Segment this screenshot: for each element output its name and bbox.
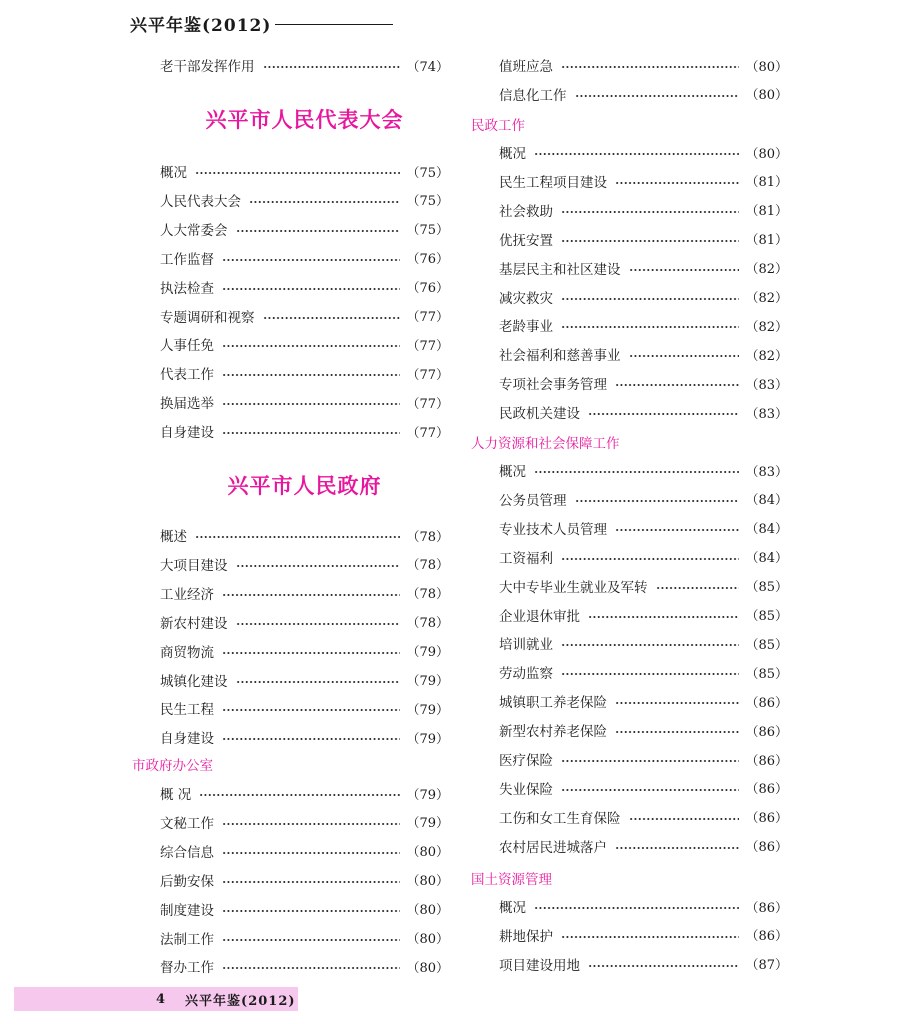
toc-leader-dots [222,374,400,376]
toc-entry-page: （77） [406,425,449,441]
toc-entry[interactable] [499,895,788,917]
toc-leader-dots [222,403,400,405]
toc-entry-page: （77） [406,367,449,383]
toc-leader-dots [561,66,739,68]
toc-entry-page: （82） [745,291,788,306]
toc-entry-page: （86） [745,753,788,769]
toc-entry[interactable] [499,401,788,423]
toc-entry-title: 人大常委会 [160,222,228,239]
toc-entry-page: （84） [745,551,788,567]
toc-entry-page: （84） [745,493,788,509]
toc-leader-dots [615,847,739,849]
toc-entry-page: （80） [745,59,788,75]
toc-leader-dots [534,153,739,155]
toc-leader-dots [195,172,400,174]
toc-entry[interactable] [499,199,788,221]
toc-entry[interactable] [499,459,788,481]
toc-leader-dots [222,738,400,740]
running-header [130,10,393,36]
toc-entry-title: 法制工作 [160,931,214,948]
toc-entry-title: 工资福利 [499,550,553,567]
toc-leader-dots [561,760,739,762]
toc-entry[interactable] [160,391,449,413]
toc-entry[interactable] [499,690,788,712]
toc-entry[interactable] [499,953,788,975]
toc-entry-title: 民生工程 [160,702,214,719]
toc-entry-page: （85） [745,580,788,596]
toc-entry[interactable] [160,420,449,442]
toc-entry-page: （81） [745,175,788,191]
part-title-peoples-congress: 兴平市人民代表大会 [205,107,404,132]
toc-entry[interactable] [499,806,788,828]
toc-leader-dots [222,288,400,290]
toc-entry-page: （81） [745,233,788,249]
toc-entry-title: 概述 [160,529,187,545]
toc-entry-page: （79） [406,816,449,832]
toc-entry-page: （82） [745,262,788,278]
toc-entry-title: 老龄事业 [499,319,553,336]
toc-leader-dots [222,432,400,434]
toc-leader-dots [615,182,739,184]
toc-entry-title: 工作监督 [160,251,214,268]
toc-leader-dots [222,259,400,261]
toc-entry[interactable] [499,575,788,597]
toc-leader-dots [561,326,739,328]
toc-entry-title: 概况 [499,146,526,162]
toc-entry-title: 医疗保险 [499,753,553,769]
toc-entry-title: 执法检查 [160,280,214,297]
toc-entry[interactable] [499,141,788,163]
toc-entry-title: 减灾救灾 [499,290,553,307]
toc-entry[interactable] [499,632,788,654]
toc-entry-title: 新型农村养老保险 [499,724,607,741]
toc-leader-dots [575,500,740,502]
toc-entry[interactable] [499,83,788,105]
toc-leader-dots [534,907,739,909]
toc-entry[interactable] [160,333,449,355]
toc-entry[interactable] [499,314,788,336]
toc-entry-title: 项目建设用地 [499,957,580,974]
toc-entry-title: 耕地保护 [499,928,553,945]
toc-leader-dots [561,644,739,646]
toc-entry-title: 企业退休审批 [499,608,580,625]
toc-entry-page: （83） [745,406,788,422]
toc-entry-title: 民生工程项目建设 [499,174,607,191]
toc-entry[interactable] [499,661,788,683]
toc-entry-title: 大中专毕业生就业及军转 [499,579,648,596]
toc-entry[interactable] [160,927,449,949]
footer-bar [14,987,298,1011]
toc-entry-page: （79） [406,674,449,689]
toc-entry-page: （78） [406,616,449,632]
toc-entry-page: （76） [406,281,449,297]
toc-entry-title: 工伤和女工生育保险 [499,810,621,827]
toc-entry-page: （79） [406,645,449,661]
toc-entry-page: （80） [406,903,449,919]
toc-entry[interactable] [160,524,449,546]
toc-entry-page: （77） [406,338,449,354]
toc-entry[interactable] [160,898,449,920]
toc-entry-title: 概况 [160,165,187,181]
toc-entry-page: （86） [745,782,788,798]
section-head-government-office: 市政府办公室 [132,758,213,774]
toc-entry-title: 城镇化建设 [160,673,228,690]
footer-title: 兴平年鉴(2012) [185,993,296,1009]
toc-entry[interactable] [160,582,449,604]
toc-entry-title: 城镇职工养老保险 [499,695,607,712]
toc-entry-page: （86） [745,929,788,945]
toc-entry-title: 概况 [499,900,526,916]
toc-entry-title: 概况 [499,464,526,480]
toc-entry-page: （75） [406,165,449,181]
toc-entry-title: 专题调研和视察 [160,309,255,326]
toc-entry-title: 工业经济 [160,586,214,603]
toc-entry[interactable] [499,488,788,510]
toc-leader-dots [629,269,740,271]
toc-entry-title: 文秘工作 [160,815,214,832]
toc-entry-page: （82） [745,319,788,335]
toc-entry-page: （86） [745,900,788,916]
toc-leader-dots [629,355,740,357]
toc-entry-page: （80） [745,88,788,104]
toc-leader-dots [236,230,401,232]
toc-entry[interactable] [160,726,449,748]
toc-entry[interactable] [160,697,449,719]
toc-leader-dots [561,298,739,300]
toc-leader-dots [561,789,739,791]
toc-entry-title: 值班应急 [499,59,553,75]
toc-entry-title: 失业保险 [499,781,553,798]
toc-leader-dots [195,536,400,538]
toc-entry[interactable] [160,276,449,298]
toc-entry-title: 督办工作 [160,960,214,977]
toc-leader-dots [263,317,401,319]
toc-entry-page: （82） [745,348,788,364]
toc-entry[interactable] [499,286,788,308]
toc-entry[interactable] [160,611,449,633]
toc-entry-title: 制度建设 [160,902,214,919]
toc-leader-dots [236,623,401,625]
toc-entry-title: 自身建设 [160,425,214,442]
toc-entry-title: 民政机关建设 [499,406,580,423]
toc-entry[interactable] [499,54,788,76]
section-head-civil-affairs: 民政工作 [471,118,525,134]
toc-entry[interactable] [499,170,788,192]
toc-entry-page: （80） [406,874,449,890]
toc-entry[interactable] [499,777,788,799]
toc-entry-page: （75） [406,223,449,239]
toc-leader-dots [222,345,400,347]
toc-entry-page: （84） [745,522,788,538]
toc-entry-title: 人事任免 [160,338,214,355]
toc-entry[interactable] [160,640,449,662]
toc-entry-title: 信息化工作 [499,87,567,104]
toc-entry[interactable] [160,669,449,691]
toc-leader-dots [249,201,400,203]
toc-entry-title: 培训就业 [499,637,553,654]
toc-entry-page: （85） [745,637,788,653]
toc-leader-dots [222,881,400,883]
toc-entry-page: （76） [406,252,449,268]
toc-entry-title: 商贸物流 [160,644,214,661]
toc-leader-dots [561,211,739,213]
toc-leader-dots [222,823,400,825]
toc-entry-title: 优抚安置 [499,232,553,249]
toc-leader-dots [575,95,740,97]
toc-leader-dots [629,818,740,820]
toc-leader-dots [222,939,400,941]
toc-entry-page: （85） [745,609,788,624]
toc-entry-title: 基层民主和社区建设 [499,261,621,278]
page-number: 4 [156,991,166,1007]
toc-leader-dots [236,681,401,683]
toc-entry[interactable] [499,372,788,394]
section-head-human-resources: 人力资源和社会保障工作 [471,436,620,452]
toc-entry-title: 人民代表大会 [160,193,241,210]
toc-entry-page: （78） [406,558,449,574]
toc-entry-page: （80） [406,960,449,976]
toc-entry[interactable] [160,553,449,575]
toc-entry-page: （81） [745,204,788,220]
toc-entry[interactable] [499,343,788,365]
toc-entry-page: （75） [406,194,449,210]
toc-leader-dots [561,673,739,675]
toc-entry-title: 老干部发挥作用 [160,59,255,75]
toc-entry[interactable] [499,517,788,539]
toc-entry[interactable] [499,257,788,279]
toc-leader-dots [222,652,400,654]
toc-entry[interactable] [160,869,449,891]
toc-entry-page: （78） [406,587,449,603]
header-title: 兴平年鉴(2012) [130,15,272,36]
toc-leader-dots [561,936,739,938]
toc-entry-title: 后勤安保 [160,873,214,890]
toc-entry[interactable] [499,835,788,857]
toc-entry-page: （86） [745,724,788,740]
toc-entry[interactable] [499,604,788,626]
toc-leader-dots [588,616,739,618]
header-rule [275,24,393,25]
toc-leader-dots [236,565,401,567]
toc-entry-title: 社会福利和慈善事业 [499,348,621,365]
toc-leader-dots [615,702,739,704]
toc-leader-dots [222,967,400,969]
toc-entry[interactable] [160,218,449,240]
toc-entry-title: 新农村建设 [160,615,228,632]
toc-entry-page: （85） [745,666,788,682]
toc-entry-page: （80） [406,845,449,861]
toc-entry[interactable] [499,228,788,250]
toc-leader-dots [222,709,400,711]
toc-entry-title: 大项目建设 [160,557,228,574]
toc-entry-page: （83） [745,464,788,480]
toc-entry-title: 综合信息 [160,844,214,861]
toc-entry[interactable] [499,546,788,568]
toc-leader-dots [588,965,739,967]
toc-entry-title: 专项社会事务管理 [499,377,607,394]
toc-entry[interactable] [160,247,449,269]
toc-leader-dots [588,413,739,415]
toc-entry-title: 社会救助 [499,203,553,220]
toc-entry-page: （79） [406,731,449,747]
toc-entry-page: （86） [745,811,788,827]
toc-leader-dots [615,384,739,386]
toc-entry-title: 概 况 [160,787,192,803]
toc-entry-page: （79） [406,702,449,718]
toc-leader-dots [656,587,740,589]
toc-leader-dots [534,471,739,473]
toc-entry[interactable] [160,782,449,804]
toc-entry-page: （83） [745,377,788,393]
toc-entry-page: （80） [406,932,449,947]
toc-entry[interactable] [160,160,449,182]
toc-entry-title: 公务员管理 [499,492,567,509]
toc-entry[interactable] [499,719,788,741]
toc-entry-title: 自身建设 [160,731,214,748]
toc-entry-page: （77） [406,396,449,412]
toc-entry[interactable] [160,840,449,862]
toc-entry-page: （74） [406,59,449,75]
toc-entry-title: 农村居民进城落户 [499,839,607,856]
toc-entry[interactable] [160,189,449,211]
toc-leader-dots [222,594,400,596]
toc-entry-page: （87） [745,958,788,974]
toc-entry-title: 代表工作 [160,367,214,384]
toc-leader-dots [561,558,739,560]
toc-entry[interactable] [499,748,788,770]
toc-entry-title: 专业技术人员管理 [499,521,607,538]
toc-entry-page: （86） [745,840,788,856]
toc-leader-dots [263,66,401,68]
part-title-peoples-government: 兴平市人民政府 [227,473,382,498]
toc-entry-page: （80） [745,146,788,162]
toc-leader-dots [615,529,739,531]
toc-leader-dots [222,910,400,912]
toc-entry-page: （78） [406,529,449,545]
toc-entry-page: （86） [745,695,788,711]
toc-entry[interactable] [160,955,449,977]
toc-entry-page: （79） [406,787,449,803]
toc-entry-title: 劳动监察 [499,666,553,683]
toc-entry[interactable] [499,924,788,946]
toc-leader-dots [199,794,400,796]
toc-entry[interactable] [160,811,449,833]
toc-entry[interactable] [160,54,449,76]
section-head-land-resources: 国土资源管理 [471,872,552,888]
toc-entry-title: 换届选举 [160,396,214,413]
toc-leader-dots [561,240,739,242]
toc-leader-dots [615,731,739,733]
toc-leader-dots [222,852,400,854]
toc-entry[interactable] [160,305,449,327]
toc-entry-page: （77） [406,310,449,325]
toc-entry[interactable] [160,362,449,384]
